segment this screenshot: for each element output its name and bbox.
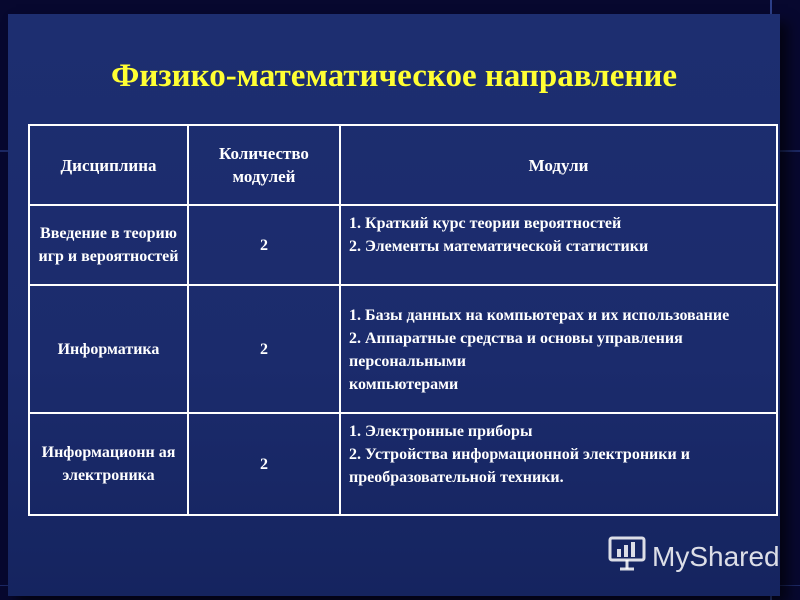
- table-row: [29, 413, 777, 515]
- module-count: 2: [188, 205, 340, 285]
- header-discipline: Дисциплина: [29, 125, 188, 205]
- slide: [8, 14, 780, 596]
- module-item: 1. Базы данных на компьютерах и их использование: [349, 306, 730, 324]
- discipline-name: Введение в теорию игр и вероятностей: [29, 205, 188, 285]
- module-list: [340, 413, 777, 515]
- table-row: [29, 285, 777, 413]
- module-item: 1. Краткий курс теории вероятностей: [349, 215, 622, 232]
- module-list: [340, 285, 777, 413]
- table-header-row: [29, 125, 777, 205]
- myshared-watermark[interactable]: [608, 535, 780, 578]
- module-item: 2. Аппаратные средства и основы управления персональными: [349, 329, 683, 370]
- module-list: [340, 205, 777, 285]
- module-item: 2. Элементы математической статистики: [349, 238, 649, 255]
- module-item: 1. Электронные приборы: [349, 423, 533, 440]
- table-row: [29, 205, 777, 285]
- discipline-name: Информатика: [29, 285, 188, 413]
- slide-title: Физико-математическое направление: [110, 58, 678, 94]
- module-count: 2: [188, 285, 340, 413]
- curriculum-table: [28, 124, 778, 516]
- discipline-name: Информационн ая электроника: [29, 413, 188, 515]
- watermark-text: MyShared: [652, 540, 780, 572]
- module-item: 2. Устройства информационной электроники и преобразовательной техники.: [349, 446, 690, 486]
- header-modules: Модули: [340, 125, 777, 205]
- module-count: 2: [188, 413, 340, 515]
- header-module-count: Количество модулей: [188, 125, 340, 205]
- presentation-board-icon: [608, 535, 646, 578]
- module-item: компьютерами: [349, 375, 459, 393]
